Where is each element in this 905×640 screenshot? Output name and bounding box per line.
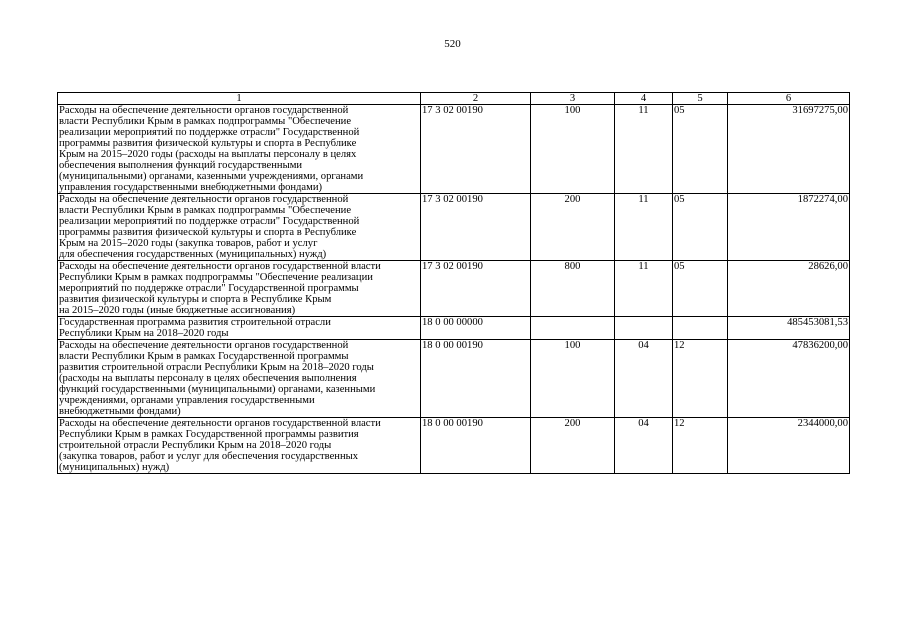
row-code: 17 3 02 00190 [421, 105, 531, 194]
row-col4: 04 [615, 340, 673, 418]
row-col5: 05 [673, 105, 728, 194]
row-col3: 100 [531, 340, 615, 418]
row-code: 18 0 00 00190 [421, 418, 531, 474]
row-description: Государственная программа развития строительной отрасли Республики Крым на 2018–2020 годы [58, 317, 421, 340]
header-col-5: 5 [673, 93, 728, 105]
row-col5: 05 [673, 194, 728, 261]
row-col3: 800 [531, 261, 615, 317]
page-number: 520 [444, 38, 461, 50]
header-col-1: 1 [58, 93, 421, 105]
row-amount: 2344000,00 [728, 418, 850, 474]
row-col3: 200 [531, 194, 615, 261]
row-col5 [673, 317, 728, 340]
row-col5: 05 [673, 261, 728, 317]
row-col4: 11 [615, 194, 673, 261]
row-description: Расходы на обеспечение деятельности органов государственной власти Республики Крым в рамках подпрограммы "Обеспечение реализации мероприятий по поддержке отрасли" Государственной программы развития физической культуры и спорта в Республике Крым на 2015–2020 годы (расходы на выплаты персоналу в целях обеспечения выполнения функций государственными (муниципальными) органами, казенными учреждениями, органами управления государственными внебюджетными фондами) [58, 105, 421, 194]
header-col-6: 6 [728, 93, 850, 105]
row-amount: 1872274,00 [728, 194, 850, 261]
row-col4 [615, 317, 673, 340]
row-code: 18 0 00 00000 [421, 317, 531, 340]
row-col4: 04 [615, 418, 673, 474]
row-col4: 11 [615, 261, 673, 317]
row-code: 17 3 02 00190 [421, 194, 531, 261]
table-row [58, 317, 850, 340]
row-description: Расходы на обеспечение деятельности органов государственной власти Республики Крым в рамках подпрограммы "Обеспечение реализации мероприятий по поддержке отрасли" Государственной программы развития физической культуры и спорта в Республике Крым на 2015–2020 годы (иные бюджетные ассигнования) [58, 261, 421, 317]
row-col3: 100 [531, 105, 615, 194]
row-amount: 28626,00 [728, 261, 850, 317]
row-code: 17 3 02 00190 [421, 261, 531, 317]
table-row [58, 194, 850, 261]
row-amount: 47836200,00 [728, 340, 850, 418]
row-col3: 200 [531, 418, 615, 474]
row-amount: 485453081,53 [728, 317, 850, 340]
header-col-2: 2 [421, 93, 531, 105]
table-row [58, 105, 850, 194]
table-row [58, 261, 850, 317]
header-col-4: 4 [615, 93, 673, 105]
table-row [58, 418, 850, 474]
row-amount: 31697275,00 [728, 105, 850, 194]
row-col4: 11 [615, 105, 673, 194]
row-description: Расходы на обеспечение деятельности органов государственной власти Республики Крым в рамках Государственной программы развития строительной отрасли Республики Крым на 2018–2020 годы (закупка товаров, работ и услуг для обеспечения государственных (муниципальных) нужд) [58, 418, 421, 474]
header-col-3: 3 [531, 93, 615, 105]
row-col5: 12 [673, 418, 728, 474]
budget-table [57, 92, 850, 474]
row-description: Расходы на обеспечение деятельности органов государственной власти Республики Крым в рамках подпрограммы "Обеспечение реализации мероприятий по поддержке отрасли" Государственной программы развития физической культуры и спорта в Республике Крым на 2015–2020 годы (закупка товаров, работ и услуг для обеспечения государственных (муниципальных) нужд) [58, 194, 421, 261]
row-code: 18 0 00 00190 [421, 340, 531, 418]
row-description: Расходы на обеспечение деятельности органов государственной власти Республики Крым в рамках Государственной программы развития строительной отрасли Республики Крым на 2018–2020 годы (расходы на выплаты персоналу в целях обеспечения выполнения функций государственными (муниципальными) органами, казенными учреждениями, органами управления государственными внебюджетными фондами) [58, 340, 421, 418]
header-row [58, 93, 850, 105]
row-col3 [531, 317, 615, 340]
row-col5: 12 [673, 340, 728, 418]
table-row [58, 340, 850, 418]
